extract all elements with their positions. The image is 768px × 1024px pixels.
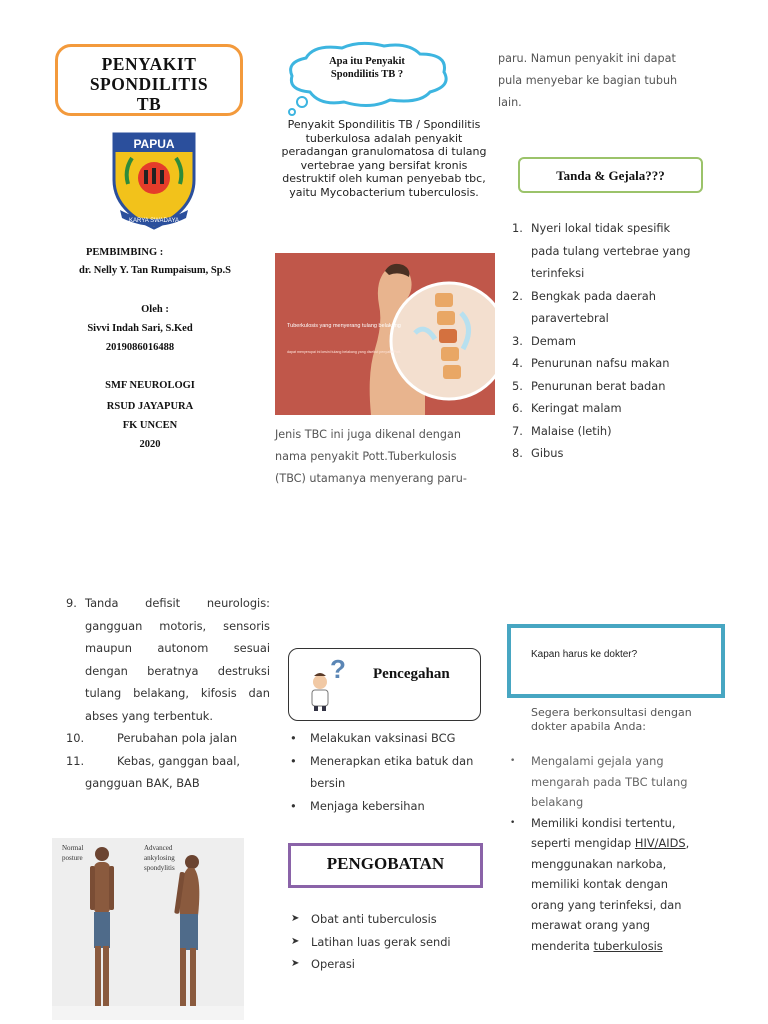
sign-line: Bengkak pada daerah [531, 288, 657, 303]
treatment-text: Latihan luas gerak sendi [311, 934, 451, 949]
doctor-intro-line-2: dokter apabila Anda: [531, 720, 646, 733]
doctor-b2-text: seperti mengidap [531, 836, 635, 850]
sign-line: maupun autonom sesuai [85, 641, 270, 655]
cont-line-1: paru. Namun penyakit ini dapat [498, 52, 676, 65]
department: SMF NEUROLOGI [105, 380, 195, 391]
sign-number: 5. [512, 378, 523, 393]
doctor-b2-line: orang yang terinfeksi, dan [531, 897, 682, 912]
image-caption-title: Tuberkulosis yang menyerang tulang belakang [287, 323, 401, 329]
bullet-icon: • [510, 756, 516, 766]
sign-number: 2. [512, 288, 523, 303]
prevention-line: bersin [310, 776, 346, 790]
sign-line: paravertebral [531, 311, 609, 325]
faculty: FK UNCEN [122, 420, 178, 431]
doctor-b2-line: merawat orang yang [531, 918, 651, 932]
sign-9-lines [85, 615, 270, 728]
sign-item [512, 442, 727, 465]
pott-text [275, 424, 505, 490]
sign-line: abses yang terbentuk. [85, 708, 214, 723]
title-line-1: PENYAKIT [101, 54, 197, 74]
sign-line: dengan beratnya destruksi [85, 663, 270, 678]
sign-item [512, 285, 727, 330]
sign-line: Kebas, ganggan baal, [117, 753, 240, 768]
doctor-b2-rest [531, 854, 730, 936]
treatment-item [291, 953, 501, 976]
pott-line-2: nama penyakit Pott.Tuberkulosis [275, 450, 457, 463]
sign-line: Gibus [531, 446, 564, 460]
cloud-line-1: Apa itu Penyakit [329, 56, 405, 67]
sign-line: Demam [531, 333, 576, 348]
title-line-2: SPONDILITIS [89, 74, 209, 94]
definition-text: Penyakit Spondilitis TB / Spondilitis tuberkulosa adalah penyakit peradangan granulomatosa di tulang vertebrae yang bersifat kronis destruktif oleh kuman penyebab tbc, yaitu Mycobacterium tuberculosis. [281, 118, 487, 199]
year: 2020 [139, 439, 161, 450]
prevention-item [290, 795, 500, 818]
doctor-question-icon [302, 652, 354, 712]
signs-list [512, 217, 727, 465]
sign-number: 10. [66, 731, 85, 745]
sign-item [512, 397, 727, 420]
logo-text-top: PAPUA [133, 137, 175, 151]
treatment-item [291, 931, 501, 954]
posture-label-2: posture [62, 854, 83, 862]
logo-text-bottom: KARYA SWADAYA [128, 218, 180, 224]
doctor-list [510, 751, 730, 956]
pott-line-1: Jenis TBC ini juga dikenal dengan [275, 428, 461, 441]
sign-item [512, 420, 727, 443]
sign-item-11 [66, 750, 270, 773]
doctor-b1-line: belakang [531, 795, 584, 809]
tuberkulosis-link[interactable]: tuberkulosis [593, 938, 663, 953]
doctor-bullet-1 [510, 751, 730, 813]
sign-item [512, 217, 727, 285]
arrow-bullet-icon: ➤ [291, 913, 300, 924]
title-line-3: TB [136, 94, 162, 114]
sign-number: 3. [512, 333, 523, 348]
cloud-question [312, 55, 422, 81]
prevention-heading: Pencegahan [373, 666, 450, 682]
bullet-icon: • [510, 817, 516, 828]
doctor-b2-line: menggunakan narkoba, [531, 856, 667, 871]
prevention-list [290, 727, 500, 817]
hiv-aids-link[interactable]: HIV/AIDS [634, 836, 686, 850]
bullet-icon: • [290, 798, 297, 813]
sign-number: 8. [512, 446, 523, 460]
doctor-bullet-1-lines [531, 751, 730, 813]
sign-line: Keringat malam [531, 401, 622, 415]
cont-line-2: pula menyebar ke bagian tubuh [498, 74, 678, 87]
treatment-text: Obat anti tuberculosis [311, 912, 437, 926]
doctor-heading-box [507, 624, 725, 698]
bullet-icon: • [290, 731, 297, 745]
papua-logo [106, 128, 202, 234]
cloud-line-2: Spondilitis TB ? [330, 69, 404, 80]
doctor-b2-line [531, 833, 730, 854]
posture-label-4: ankylosing [144, 854, 175, 862]
doctor-b2-line [531, 936, 730, 957]
sign-line: Malaise (letih) [531, 423, 612, 438]
treatment-list [291, 908, 501, 976]
sign-line: Tanda defisit neurologis: [85, 596, 270, 610]
posture-label-5: spondylitis [144, 864, 175, 872]
signs-continued [66, 592, 270, 795]
sign-number: 6. [512, 401, 523, 415]
sign-item [512, 352, 727, 375]
pembimbing-label: PEMBIMBING : [86, 247, 164, 258]
doctor-b2-text: , [685, 836, 690, 850]
posture-label-1: Normal [62, 844, 84, 852]
svg-text:?: ? [330, 654, 346, 684]
treatment-text: Operasi [311, 957, 355, 971]
signs-heading: Tanda & Gejala??? [518, 157, 703, 193]
sign-line: Penurunan berat badan [531, 378, 666, 393]
prevention-line: Menjaga kebersihan [310, 798, 425, 813]
doctor-intro [531, 706, 692, 734]
doctor-intro-line-1: Segera berkonsultasi dengan [531, 706, 692, 719]
bullet-icon: • [290, 753, 297, 768]
image-caption-sub: dapat menyerupai ini kesini tulang belakang yang disebut penyakit Pott. [287, 350, 402, 354]
doctor-b2-text: menderita [531, 938, 594, 953]
sign-number: 11. [66, 753, 85, 768]
sign-line: terinfeksi [531, 266, 585, 280]
pembimbing-name: dr. Nelly Y. Tan Rumpaisum, Sp.S [78, 265, 232, 276]
sign-number: 4. [512, 356, 523, 370]
posture-comparison-image [52, 838, 244, 1020]
doctor-b2-line: Memiliki kondisi tertentu, [531, 815, 676, 830]
doctor-bullet-2 [510, 813, 730, 957]
prevention-line: Melakukan vaksinasi BCG [310, 731, 456, 745]
oleh-label: Oleh : [141, 304, 169, 315]
prevention-item [290, 750, 500, 795]
sign-line: tulang belakang, kifosis dan [85, 686, 270, 700]
sign-number: 9. [66, 596, 77, 610]
doctor-heading: Kapan harus ke dokter? [531, 649, 638, 660]
cont-line-3: lain. [498, 96, 522, 109]
sign-number: 1. [512, 221, 523, 235]
arrow-bullet-icon: ➤ [291, 935, 300, 947]
posture-label-3: Advanced [144, 844, 173, 852]
sign-item [512, 375, 727, 398]
sign-number: 7. [512, 423, 523, 438]
spine-tb-illustration [275, 253, 495, 415]
continuation-text [498, 48, 728, 114]
doctor-b1-line: Mengalami gejala yang [531, 754, 664, 768]
hospital: RSUD JAYAPURA [106, 401, 194, 412]
sign-line: gangguan motoris, sensoris [85, 618, 270, 633]
pott-line-3: (TBC) utamanya menyerang paru- [275, 472, 467, 485]
title-box [55, 44, 243, 116]
author-id: 2019086016488 [105, 342, 175, 353]
sign-line: Penurunan nafsu makan [531, 356, 670, 370]
prevention-line: Menerapkan etika batuk dan [310, 753, 474, 768]
doctor-b1-line: mengarah pada TBC tulang [531, 774, 688, 789]
treatment-heading: PENGOBATAN [288, 843, 483, 888]
arrow-bullet-icon: ➤ [291, 958, 300, 969]
sign-item-11-cont: gangguan BAK, BAB [85, 776, 200, 790]
doctor-b2-line: memiliki kontak dengan [531, 877, 669, 891]
treatment-item [291, 908, 501, 931]
sign-line: Perubahan pola jalan [117, 731, 238, 745]
sign-item [512, 330, 727, 353]
sign-line: pada tulang vertebrae yang [531, 243, 691, 258]
author-name: Sivvi Indah Sari, S.Ked [87, 323, 193, 334]
sign-item-9 [66, 592, 270, 727]
sign-item-10 [66, 727, 270, 750]
sign-line: Nyeri lokal tidak spesifik [531, 221, 671, 235]
prevention-item [290, 727, 500, 750]
